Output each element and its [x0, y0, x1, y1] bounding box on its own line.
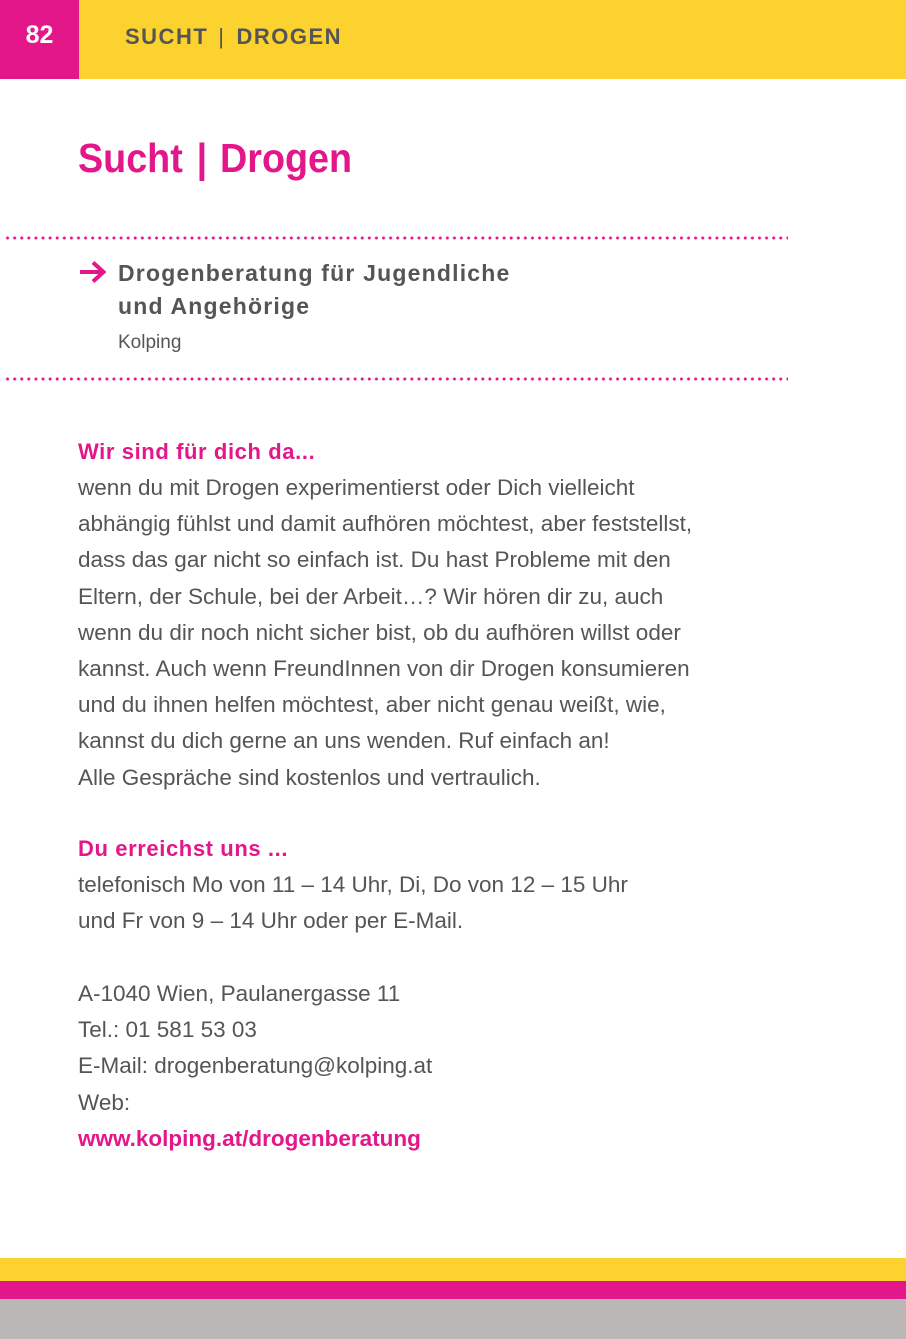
- paragraph-line: Alle Gespräche sind kostenlos und vertraulich.: [78, 764, 541, 790]
- hours-line: und Fr von 9 – 14 Uhr oder per E-Mail.: [78, 908, 464, 934]
- paragraph-line: kannst du dich gerne an uns wenden. Ruf einfach an!: [78, 728, 610, 754]
- hours-line: telefonisch Mo von 11 – 14 Uhr, Di, Do von 12 – 15 Uhr: [78, 872, 628, 897]
- web-label: Web:: [78, 1089, 131, 1115]
- footer-band-yellow: [0, 1258, 906, 1281]
- dotted-divider-top: [4, 236, 788, 240]
- contact-hours: [78, 867, 628, 939]
- entry-title: [118, 257, 511, 323]
- running-head-left: SUCHT: [125, 24, 209, 49]
- paragraph-line: kannst. Auch wenn FreundInnen von dir Drogen konsumieren: [78, 656, 690, 682]
- section-heading-intro: Wir sind für dich da...: [78, 439, 316, 464]
- paragraph-line: wenn du mit Drogen experimentierst oder Dich vielleicht: [78, 475, 635, 500]
- contact-details: [78, 976, 432, 1157]
- page-number: 82: [25, 21, 54, 49]
- paragraph-line: dass das gar nicht so einfach ist. Du hast Probleme mit den: [78, 547, 671, 573]
- web-line: [78, 1085, 432, 1157]
- running-head-right: DROGEN: [236, 24, 343, 49]
- page-title-right: Drogen: [220, 135, 353, 181]
- intro-paragraph: [78, 470, 692, 796]
- email-address: E-Mail: drogenberatung@kolping.at: [78, 1053, 433, 1079]
- entry-title-line: Drogenberatung für Jugendliche: [118, 260, 511, 286]
- page-title-separator: |: [196, 135, 208, 181]
- page-number-box: [0, 0, 79, 79]
- right-arrow-icon: [78, 259, 108, 285]
- page-title: [78, 133, 352, 183]
- address: A-1040 Wien, Paulanergasse 11: [78, 981, 401, 1006]
- running-head-separator: |: [218, 24, 226, 49]
- entry-organization: Kolping: [118, 332, 182, 353]
- website-link[interactable]: www.kolping.at/drogenberatung: [78, 1125, 421, 1151]
- paragraph-line: abhängig fühlst und damit aufhören möchtest, aber feststellst,: [78, 511, 693, 537]
- page-title-left: Sucht: [78, 135, 183, 181]
- paragraph-line: wenn du dir noch nicht sicher bist, ob du aufhören willst oder: [78, 619, 681, 645]
- dotted-divider-bottom: [4, 377, 788, 381]
- phone-number: Tel.: 01 581 53 03: [78, 1017, 257, 1043]
- paragraph-line: und du ihnen helfen möchtest, aber nicht genau weißt, wie,: [78, 692, 666, 718]
- section-heading-contact: Du erreichst uns ...: [78, 836, 289, 861]
- footer-band-grey: [0, 1299, 906, 1339]
- running-head: [125, 22, 342, 52]
- entry-title-line: und Angehörige: [118, 293, 311, 319]
- footer-band-magenta: [0, 1281, 906, 1299]
- paragraph-line: Eltern, der Schule, bei der Arbeit…? Wir hören dir zu, auch: [78, 583, 664, 609]
